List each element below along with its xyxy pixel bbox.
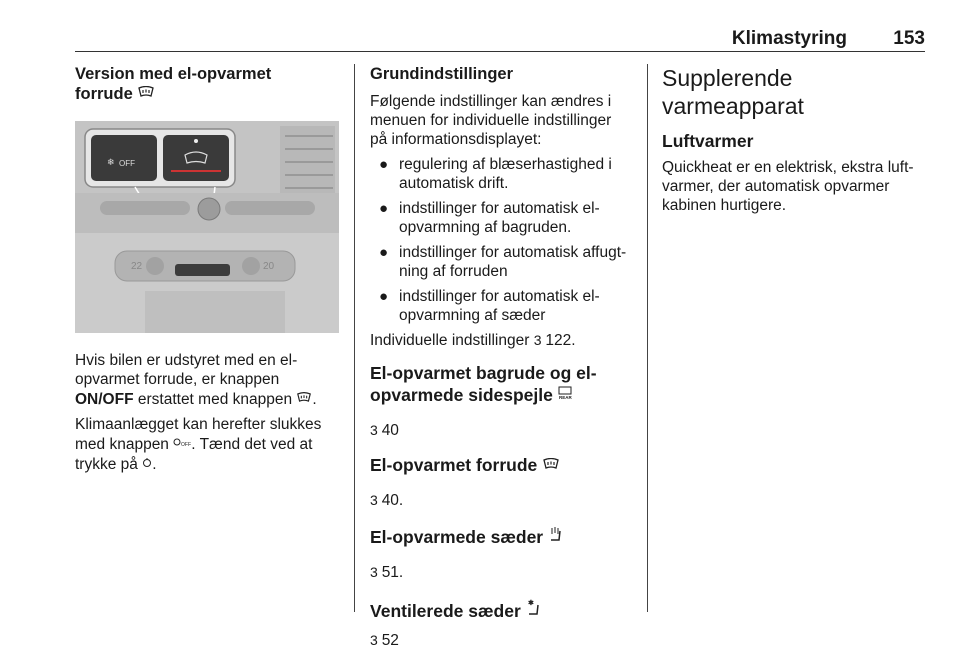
windscreen-ref[interactable] xyxy=(370,491,635,510)
text-line: Følgende indstillinger kan ændres i xyxy=(370,93,612,110)
text-line: indstillinger for automatisk affugt- xyxy=(399,244,627,261)
ref-arrow: 3 xyxy=(370,564,382,580)
section-heading-heated-windscreen xyxy=(75,64,339,104)
fan-icon xyxy=(142,454,152,473)
bullet-icon: ● xyxy=(379,288,389,305)
column-divider-1 xyxy=(354,64,355,612)
page-number: 153 xyxy=(893,28,925,49)
paragraph-1 xyxy=(75,351,339,409)
text-span: . xyxy=(312,391,317,408)
heading-text: Ventilerede sæder xyxy=(370,601,526,621)
page-ref: 51. xyxy=(381,564,404,581)
section-title-supplementary-heater: Supplerende varmeapparat xyxy=(662,65,804,119)
air-heater-paragraph xyxy=(662,158,925,215)
text-line: varmer, der automatisk opvarmer xyxy=(662,178,890,195)
text-line: automatisk drift. xyxy=(399,175,509,192)
svg-text:REAR: REAR xyxy=(558,395,572,400)
heading-line xyxy=(370,384,635,407)
heading-line: Version med el-opvarmet xyxy=(75,65,272,83)
ref-arrow: 3 xyxy=(370,632,382,648)
column-3 xyxy=(662,64,925,215)
windscreen-heat-icon xyxy=(137,84,155,104)
text-span: trykke på xyxy=(75,456,143,473)
text-span: Individuelle indstillinger xyxy=(370,332,534,349)
text-span: . Tænd det ved at xyxy=(191,436,313,453)
list-item xyxy=(370,243,635,281)
heated-seats-ref[interactable] xyxy=(370,563,635,582)
column-1 xyxy=(75,64,339,474)
section-heading-heated-seats xyxy=(370,526,635,549)
text-line: regulering af blæserhastighed i xyxy=(399,156,612,173)
section-heading-basic-settings: Grundindstillinger xyxy=(370,65,513,83)
ref-arrow: 3 xyxy=(533,332,546,348)
text-line xyxy=(75,454,339,474)
rear-window-ref[interactable] xyxy=(370,421,635,440)
list-item xyxy=(370,287,635,325)
section-heading-windscreen xyxy=(370,454,635,477)
text-line: opvarmning af sæder xyxy=(399,307,546,324)
text-line: Hvis bilen er udstyret med en el- xyxy=(75,352,298,369)
text-line: på informationsdisplayet: xyxy=(370,131,542,148)
svg-text:❄: ❄ xyxy=(107,157,115,167)
text-span: . xyxy=(152,456,157,473)
text-span: erstattet med knappen xyxy=(133,391,297,408)
bullet-icon: ● xyxy=(379,200,389,217)
off-label: OFF xyxy=(119,159,135,168)
heading-text: opvarmede sidespejle xyxy=(370,385,558,405)
text-span: med knappen xyxy=(75,436,174,453)
text-line: indstillinger for automatisk el- xyxy=(399,200,600,217)
text-line: ning af forruden xyxy=(399,263,508,280)
page-ref: 52 xyxy=(381,632,399,649)
chapter-title: Klimastyring xyxy=(731,28,847,49)
list-item xyxy=(370,199,635,237)
heated-seat-icon xyxy=(548,526,562,549)
climate-panel-photo xyxy=(75,121,339,333)
list-item xyxy=(370,155,635,193)
ref-arrow: 3 xyxy=(370,492,382,508)
page-ref: 40. xyxy=(381,492,404,509)
temp-right-label: 20 xyxy=(263,261,275,272)
intro-paragraph xyxy=(370,92,635,149)
header-rule xyxy=(75,51,925,52)
subheading-air-heater: Luftvarmer xyxy=(662,131,754,151)
section-heading-ventilated-seats xyxy=(370,598,635,623)
text-line: opvarmning af bagruden. xyxy=(399,219,572,236)
fan-off-icon xyxy=(173,434,191,453)
column-divider-2 xyxy=(647,64,648,612)
settings-list xyxy=(370,155,635,325)
page-ref: 122. xyxy=(545,332,576,349)
section-heading-rear-window xyxy=(370,362,635,407)
heading-text: El-opvarmede sæder xyxy=(370,527,548,547)
text-line xyxy=(75,389,339,409)
individual-settings-ref[interactable] xyxy=(370,331,635,350)
text-line: opvarmet forrude, er knappen xyxy=(75,371,280,388)
heading-text: forrude xyxy=(75,85,133,103)
bullet-icon: ● xyxy=(379,244,389,261)
temp-left-label: 22 xyxy=(131,261,143,272)
svg-text:✱: ✱ xyxy=(527,600,534,607)
heading-line: El-opvarmet bagrude og el- xyxy=(370,363,597,383)
text-line: menuen for individuelle indstillinger xyxy=(370,112,612,129)
text-line: kabinen hurtigere. xyxy=(662,197,787,214)
page-header xyxy=(75,28,925,52)
on-off-button-name: ON/OFF xyxy=(75,391,134,408)
page-ref: 40 xyxy=(381,422,399,439)
heading-text: El-opvarmet forrude xyxy=(370,455,543,475)
text-line xyxy=(75,434,339,454)
text-line: Quickheat er en elektrisk, ekstra luft- xyxy=(662,159,914,176)
windscreen-heat-icon xyxy=(542,455,560,477)
ventilated-seat-icon xyxy=(526,598,540,623)
ventilated-seats-ref[interactable] xyxy=(370,631,635,650)
text-line: Klimaanlægget kan herefter slukkes xyxy=(75,416,322,433)
windscreen-heat-icon xyxy=(296,389,312,408)
heading-line xyxy=(75,84,339,104)
svg-text:OFF: OFF xyxy=(181,442,192,448)
text-line: indstillinger for automatisk el- xyxy=(399,288,600,305)
bullet-icon: ● xyxy=(379,156,389,173)
ref-arrow: 3 xyxy=(370,422,382,438)
column-2 xyxy=(370,64,635,650)
paragraph-2 xyxy=(75,415,339,474)
rear-window-heat-icon xyxy=(558,385,572,407)
